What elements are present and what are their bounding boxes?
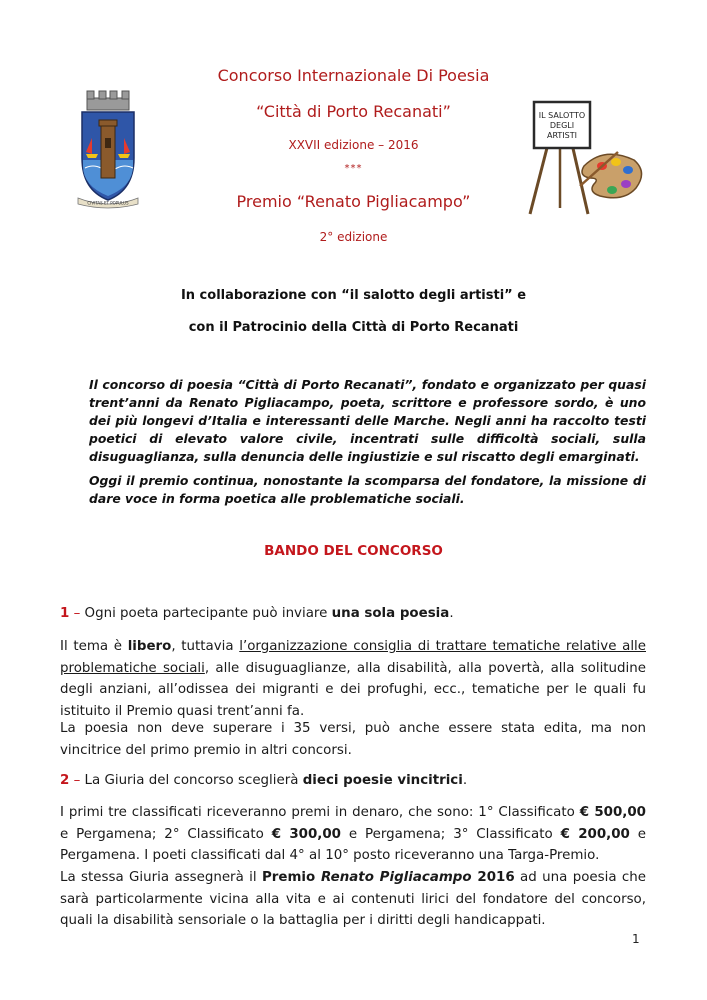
prizes-a: I primi tre classificati riceveranno premi in denaro, che sono: 1° Classificato xyxy=(60,805,580,820)
contest-title: Concorso Internazionale Di Poesia xyxy=(217,66,490,85)
prizes-b: e Pergamena; 2° Classificato xyxy=(60,826,272,842)
theme-underlined: l’organizzazione consiglia di trattare tematiche relative alle problematiche sociali xyxy=(60,639,646,676)
crest-motto: CIVITAS ET POPULUS xyxy=(87,200,129,206)
rule-2-text: La Giuria del concorso sceglierà xyxy=(84,773,303,788)
prize-1-amount: € 500,00 xyxy=(579,805,646,820)
bando-title: BANDO DEL CONCORSO xyxy=(264,543,443,559)
collaboration-line-2: con il Patrocinio della Città di Porto Recanati xyxy=(188,320,519,335)
intro-paragraph-2: Oggi il premio continua, nonostante la scomparsa del fondatore, la missione di dare voce in forma poetica alle problematiche sociali. xyxy=(89,473,646,506)
prize-2-amount: € 300,00 xyxy=(271,826,341,842)
header-separator: *** xyxy=(344,163,363,174)
rule-1-bold: una sola poesia xyxy=(331,606,450,621)
theme-b: , tuttavia xyxy=(171,639,240,654)
prize-3-amount: € 200,00 xyxy=(560,826,630,842)
rule-1-text: Ogni poeta partecipante può inviare xyxy=(84,606,332,621)
rule-1 xyxy=(60,603,646,625)
rule-2-dash: – xyxy=(69,773,85,788)
rule-2-end: . xyxy=(462,773,468,788)
intro-paragraph-1: Il concorso di poesia “Città di Porto Recanati”, fondato e organizzato per quasi trent’anni da Renato Pigliacampo, poeta, scrittore e professore sordo, è uno dei più longevi d’Italia e interessanti delle Marche. Negli anni ha raccolto testi poetici di elevato valore civile, incentrati sulle difficoltà sociali, sulla disuguaglianza, sulla denuncia delle ingiustizie e sul riscatto degli emarginati. xyxy=(89,377,646,464)
rule-2-special xyxy=(60,867,646,932)
theme-bold: libero xyxy=(127,639,172,654)
rule-1-theme xyxy=(60,636,646,722)
theme-a: Il tema è xyxy=(60,639,128,654)
page-number: 1 xyxy=(632,932,640,946)
rule-1-end: . xyxy=(449,606,454,621)
special-bold-2: 2016 xyxy=(471,870,515,885)
rule-1-dash: – xyxy=(69,606,85,621)
rule-1-length: La poesia non deve superare i 35 versi, può anche essere stata edita, ma non vincitrice del primo premio in altri concorsi. xyxy=(60,721,646,758)
special-bold-italic: Renato Pigliacampo xyxy=(321,870,472,885)
prize-title: Premio “Renato Pigliacampo” xyxy=(236,192,471,211)
prizes-c: e Pergamena; 3° Classificato xyxy=(341,826,561,842)
rule-2-prizes xyxy=(60,802,646,867)
prizes-d: e Pergamena. I poeti classificati dal 4° al 10° posto riceveranno una Targa-Premio. xyxy=(60,826,647,863)
special-bold-1: Premio xyxy=(261,870,321,885)
contest-city: “Città di Porto Recanati” xyxy=(256,102,451,121)
salotto-text-2: DEGLI xyxy=(549,121,575,130)
rule-2-number: 2 xyxy=(60,773,70,788)
theme-c: , alle disuguaglianze, alla disabilità, alla povertà, alla solitudine degli anziani, all’odissea dei migranti e dei profughi, ecc., tematiche per le quali fu istituito il Premio quasi trent’anni fa. xyxy=(60,660,646,719)
rule-1-number: 1 xyxy=(60,606,70,621)
prize-edition: 2° edizione xyxy=(319,230,388,244)
salotto-text-1: IL SALOTTO xyxy=(538,111,586,120)
special-b: ad una poesia che sarà particolarmente vicina alla vita e ai contenuti lirici del fondatore del concorso, quali la disabilità sensoriale o la battaglia per i diritti degli handicappati. xyxy=(60,870,646,928)
salotto-text-3: ARTISTI xyxy=(546,131,578,140)
rule-2 xyxy=(60,770,646,792)
collaboration-line-1: In collaborazione con “il salotto degli artisti” e xyxy=(180,288,527,303)
special-a: La stessa Giuria assegnerà il xyxy=(60,870,262,885)
rule-2-bold: dieci poesie vincitrici xyxy=(302,773,463,788)
contest-edition: XXVII edizione – 2016 xyxy=(288,138,419,152)
